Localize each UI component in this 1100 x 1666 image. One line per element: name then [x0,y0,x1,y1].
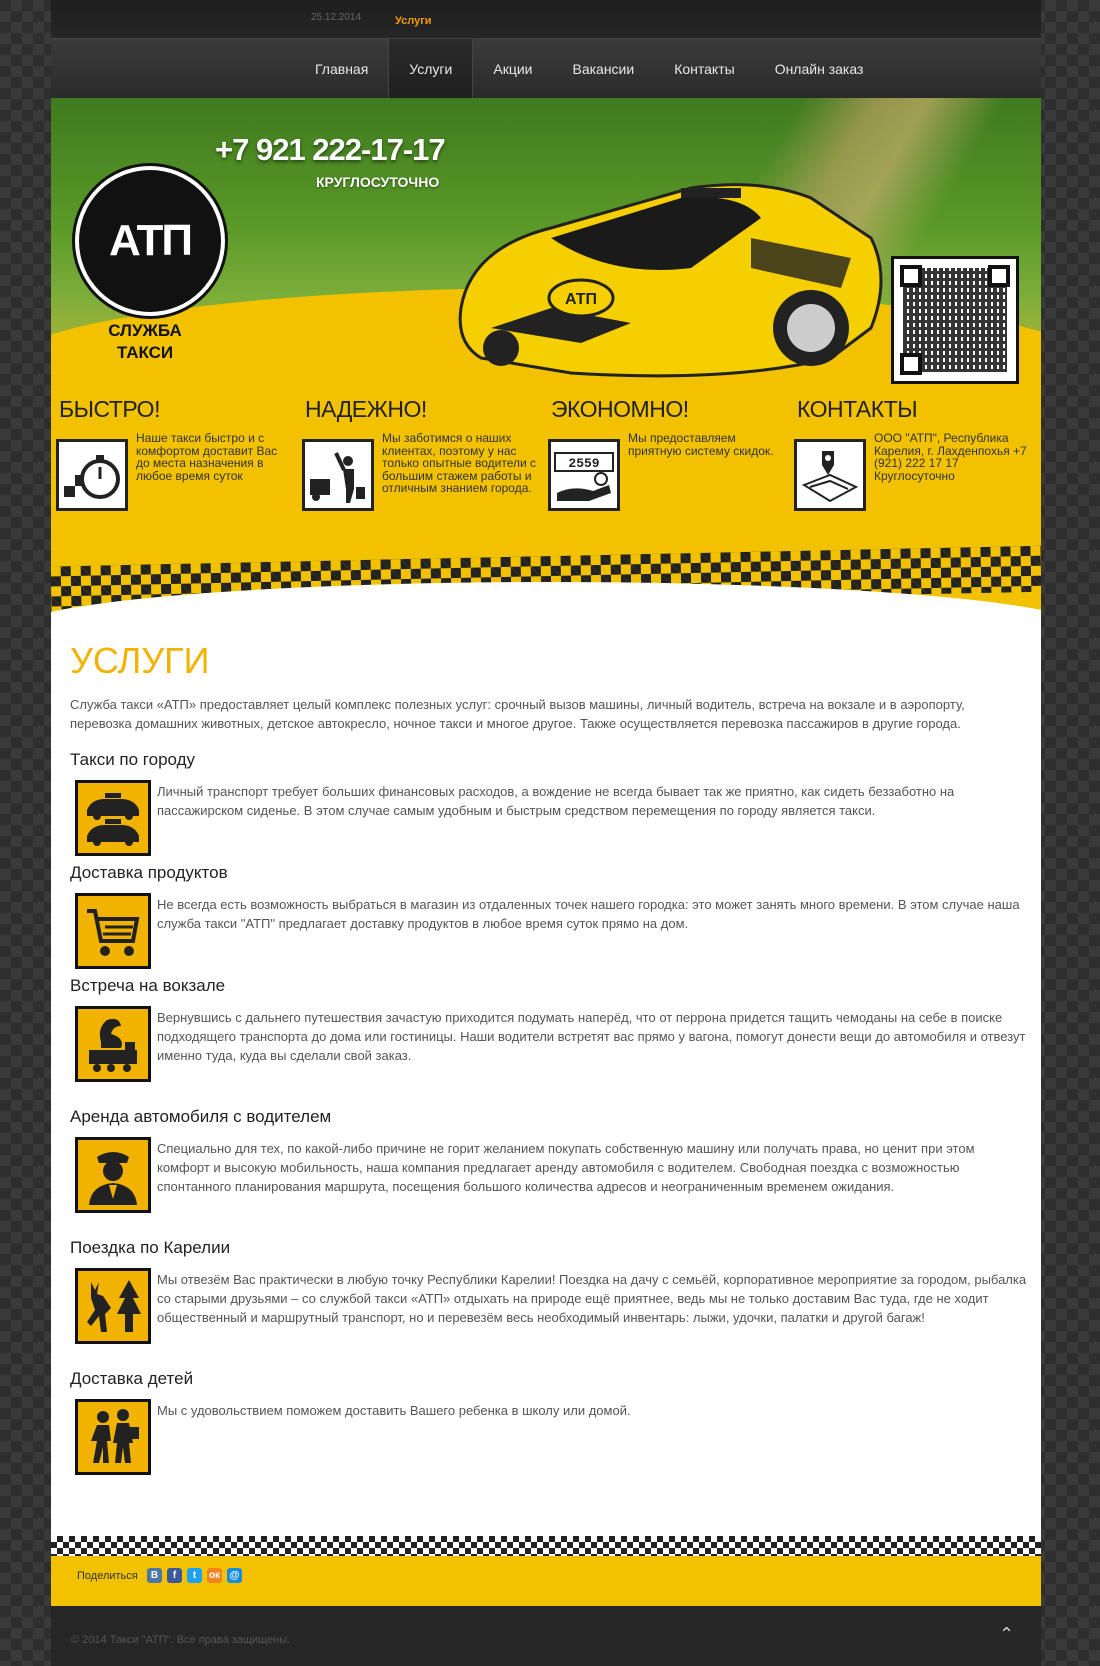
feature-title: ЭКОНОМНО! [551,396,689,422]
service-text: Мы отвезём Вас практически в любую точку Республики Карелии! Поездка на дачу с семьёй, корпоративное мероприятие за городом, рыбалка со старыми друзьями – со службой такси «АТП» отдыхать на природе ещё приятнее, ведь мы не только доставим Вас туда, где не ходит общественный и маршрутный транспорт, но и перевезём весь необходимый инвентарь: лыжи, удочки, палатки и другой багаж! [157,1272,1027,1325]
service-karelia-trip [70,1238,1030,1325]
facebook-icon[interactable]: f [167,1568,182,1583]
qr-finder [900,265,922,287]
twitter-icon[interactable]: t [187,1568,202,1583]
taxi-car-icon [431,158,891,386]
checker-divider [51,536,1041,616]
passenger-hail-icon [302,439,374,511]
main-nav [51,38,1041,99]
train-icon [75,1006,151,1082]
scroll-top-icon[interactable]: ⌃ [999,1624,1015,1644]
top-bar [51,0,1041,38]
footer [51,1536,1041,1606]
taximeter-icon [548,439,620,511]
service-text: Мы с удовольствием поможем доставить Вашего ребенка в школу или домой. [157,1403,631,1418]
feature-text: ООО "АТП", Республика Карелия, г. Лахденпохья +7 (921) 222 17 17 Круглосуточно [874,431,1027,483]
mail-icon[interactable]: @ [227,1568,242,1583]
feature-economy [543,386,783,471]
date-text: 25.12.2014 [311,12,362,23]
service-text: Специально для тех, по какой-либо причине не горит желанием покупать собственную машину или получать права, но ценит при этом комфорт и высокую мобильность, наша компания предлагает аренду автомобиля с водителем. Свободная поездка с возможностью спонтанного планирования маршрута, посещения большого количества адресов и неограниченным временем ожидания. [157,1141,975,1194]
car-badge-text: АТП [564,291,598,308]
service-title: Такси по городу [70,750,196,769]
hero-hours: КРУГЛОСУТОЧНО [316,174,440,190]
service-station-pickup [70,976,1030,1063]
service-text: Личный транспорт требует больших финансовых расходов, а вождение не всегда бывает так же приятно, как сидеть беззаботно на пассажирском сиденье. В этом случае самым удобным и быстрым средством перемещения по городу является такси. [157,784,955,818]
logo-caption-line2: ТАКСИ [116,343,174,362]
taxi-cars-icon [75,780,151,856]
feature-contacts [789,386,1029,483]
qr-code[interactable] [891,256,1019,384]
service-title: Доставка детей [70,1369,194,1388]
copyright-text: © 2014 Такси "АТП". Все права защищены. [71,1634,291,1646]
logo-caption-line1: СЛУЖБА [108,321,182,340]
share-label: Поделиться [77,1570,138,1582]
feature-text: Мы заботимся о наших клиентах, поэтому у нас только опытные водители с большим стажем работы и отличным знанием города. [382,431,537,495]
feature-fast [51,386,291,483]
shopping-cart-icon [75,893,151,969]
intro-text: Служба такси «АТП» предоставляет целый комплекс полезных услуг: срочный вызов машины, личный водитель, встреча на вокзале и в аэропорту, перевозка домашних животных, детское автокресло, ночное такси и многое другое. Также осуществляется перевозка пассажиров в другие города. [70,697,965,731]
odnoklassniki-icon[interactable]: ок [208,1570,221,1581]
nav-item-home[interactable]: Главная [315,61,369,77]
children-icon [75,1399,151,1475]
meter-text: 2559 [568,456,600,471]
footer-checker [51,1536,1041,1556]
service-grocery [70,863,1030,931]
map-pin-icon [794,439,866,511]
feature-title: БЫСТРО! [59,396,160,422]
service-text: Не всегда есть возможность выбраться в магазин из отдаленных точек нашего городка: это может занять много времени. В этом случае наша служба такси "АТП" предлагает доставку продуктов в любое время суток прямо на дом. [157,897,1020,931]
vk-icon[interactable]: В [147,1568,162,1583]
feature-text: Наше такси быстро и с комфортом доставит Вас до места назначения в любое время суток [136,431,278,483]
atp-logo[interactable] [75,166,225,316]
nav-item-online-order[interactable]: Онлайн заказ [774,61,864,77]
logo-caption [95,320,195,364]
service-title: Встреча на вокзале [70,976,226,995]
nav-item-services[interactable]: Услуги [388,39,473,99]
feature-reliable [297,386,537,495]
nav-item-vacancies[interactable]: Вакансии [572,61,635,77]
service-car-with-driver [70,1107,1030,1194]
hero-banner [51,98,1041,386]
feature-text: Мы предоставляем приятную систему скидок. [628,431,774,458]
features-row [51,386,1041,536]
service-children [70,1369,1030,1418]
breadcrumb[interactable]: Услуги [395,15,432,27]
deer-tree-icon [75,1268,151,1344]
service-text: Вернувшись с дальнего путешествия зачастую приходится подумать наперёд, что от перрона придется тащить чемоданы на себе в поиске подходящего транспорта до дома или гостиницы. Наши водители встретят вас прямо у вагона, помогут донести вещи до автомобиля и отвезут именно туда, куда вы сделали свой заказ. [157,1010,1026,1063]
service-title: Доставка продуктов [70,863,228,882]
page-title: УСЛУГИ [70,640,210,681]
feature-title: НАДЕЖНО! [305,396,427,422]
hero-phone: +7 921 222-17-17 [215,132,445,167]
bottom-bar [51,1606,1041,1666]
nav-item-promotions[interactable]: Акции [493,61,533,77]
main-content [51,616,1041,1536]
chauffeur-icon [75,1137,151,1213]
qr-finder [988,265,1010,287]
logo-text: АТП [108,216,192,265]
service-title: Поездка по Карелии [70,1238,231,1257]
service-title: Аренда автомобиля с водителем [70,1107,332,1126]
stopwatch-icon [56,439,128,511]
nav-item-contacts[interactable]: Контакты [674,61,735,77]
feature-title: КОНТАКТЫ [797,396,918,422]
qr-finder [900,353,922,375]
service-city-taxi [70,750,1030,818]
